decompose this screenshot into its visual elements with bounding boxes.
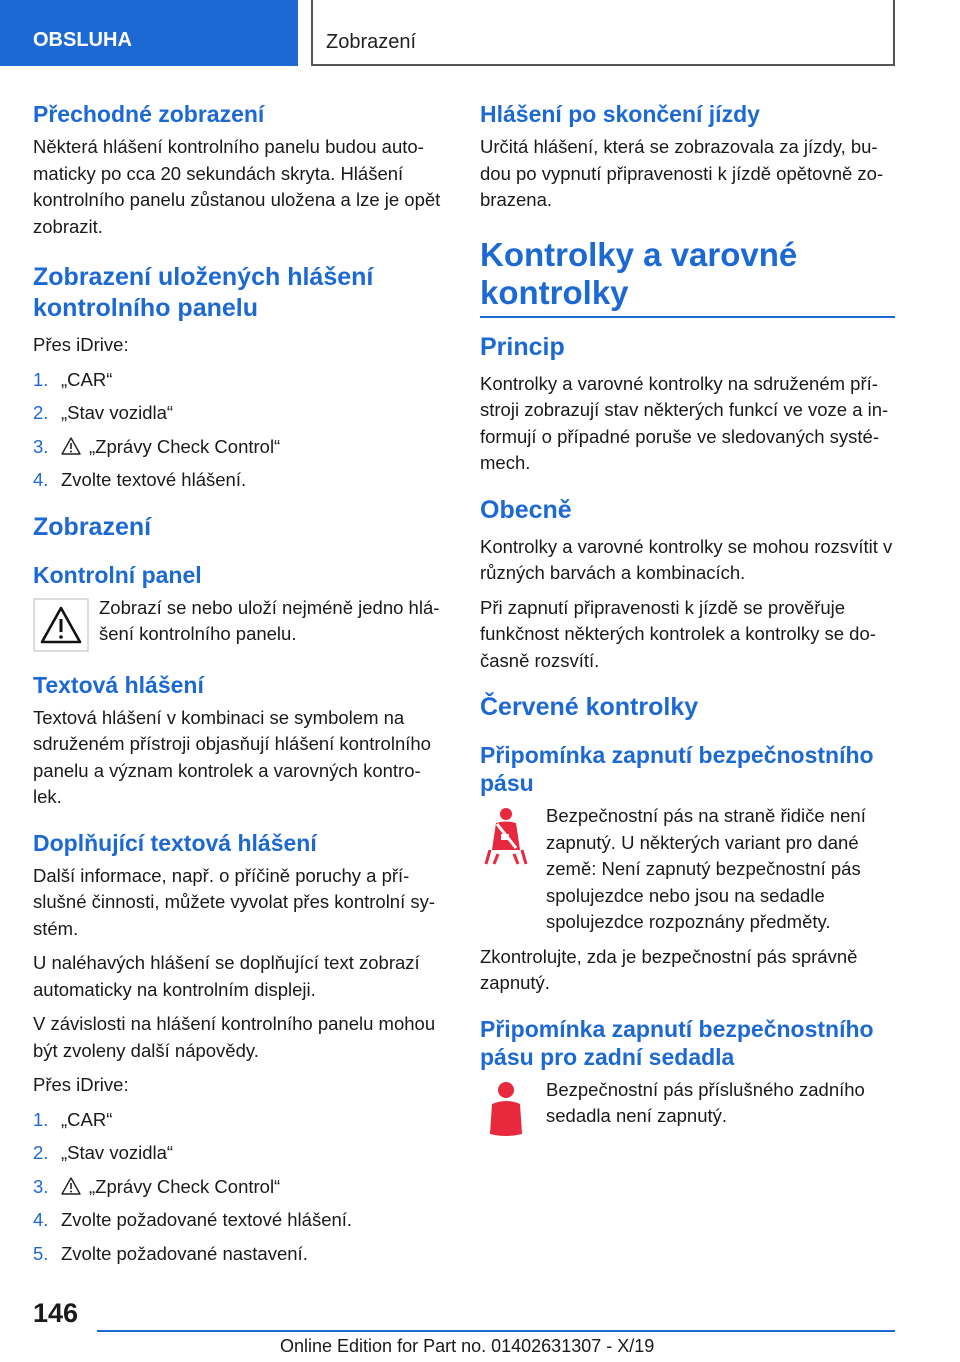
heading-seatbelt-reminder: Připomínka zapnutí bezpečnostního pásu xyxy=(480,742,874,796)
list-item: 5. Zvolte požadované nastavení. xyxy=(33,1242,308,1264)
paragraph-extra-3: V závislosti na hlášení kontrolního panelu mohou být zvoleny další nápovědy. xyxy=(33,1013,436,1061)
warning-triangle-framed-icon xyxy=(33,598,89,652)
paragraph-control-panel: Zobrazí se nebo uloží nejméně jedno hlá-šení kontrolního panelu. xyxy=(99,596,440,644)
rear-seat-occupant-icon xyxy=(480,1080,532,1140)
list-item: 4. Zvolte požadované textové hlášení. xyxy=(33,1209,353,1230)
footer-divider xyxy=(97,1330,895,1332)
heading-transient-display: Přechodné zobrazení xyxy=(33,101,265,127)
list-item: 2. „Stav vozidla“ xyxy=(33,1142,174,1163)
list-item: 1. „CAR“ xyxy=(33,368,113,390)
paragraph-transient-display: Některá hlášení kontrolního panelu budou auto-maticky po cca 20 sekundách skryta. Hlášení kontrolního panelu zůstanou uložena a lze je opět zobrazit. xyxy=(33,136,441,237)
paragraph-general-2: Při zapnutí připravenosti k jízdě se prověřuje funkčnost některých kontrolek a kontrolky se do-časně rozsvítí. xyxy=(480,596,876,671)
paragraph-extra-1: Další informace, např. o příčině poruchy a pří-slušné činnosti, můžete vyvolat přes kontrolní sy-stém. xyxy=(33,864,436,939)
heading-red-lights: Červené kontrolky xyxy=(480,693,699,721)
heading-principle: Princip xyxy=(480,332,565,361)
paragraph-extra-2: U naléhavých hlášení se doplňující text zobrazí automaticky na kontrolním displeji. xyxy=(33,952,420,1000)
right-column xyxy=(480,100,895,1143)
paragraph-seatbelt-1: Bezpečnostní pás na straně řidiče není zapnutý. U některých variant pro dané země: Není zapnutý bezpečnostní pás spolujezdce nebo jsou na sedadle spolujezdce rozpoznány předměty. xyxy=(546,805,866,932)
idrive-steps-list xyxy=(33,367,448,494)
paragraph-principle: Kontrolky a varovné kontrolky na sdruženém pří-stroji zobrazují stav některých funkcí ve voze a in-formují o případné poruše ve sledovaných systé-mech. xyxy=(480,372,889,473)
heading-after-drive: Hlášení po skončení jízdy xyxy=(480,101,760,127)
footer-edition: Online Edition for Part no. 01402631307 - X/19 xyxy=(280,1336,655,1356)
list-item: 3. „Zprávy Check Control“ xyxy=(33,435,281,457)
heading-extra-text-messages: Doplňující textová hlášení xyxy=(33,829,317,856)
left-column xyxy=(33,100,448,1275)
heading-general: Obecně xyxy=(480,495,572,524)
paragraph-general-1: Kontrolky a varovné kontrolky se mohou rozsvítit v různých barvách a kombinacích. xyxy=(480,535,893,583)
idrive-steps-list-2 xyxy=(33,1107,448,1268)
paragraph-rear-seatbelt: Bezpečnostní pás příslušného zadního sedadla není zapnutý. xyxy=(546,1078,865,1126)
heading-text-messages: Textová hlášení xyxy=(33,671,204,698)
warning-triangle-icon xyxy=(61,1177,81,1195)
seatbelt-block xyxy=(480,803,895,936)
chapter-title: Zobrazení xyxy=(311,0,895,66)
page-number: 146 xyxy=(33,1298,79,1328)
heading-indicator-lights: Kontrolky a varovné kontrolky xyxy=(480,236,895,318)
paragraph-seatbelt-2: Zkontrolujte, zda je bezpečnostní pás správně zapnutý. xyxy=(480,945,858,993)
section-tab: OBSLUHA xyxy=(0,0,298,66)
list-item: 3. „Zprávy Check Control“ xyxy=(33,1175,281,1197)
list-item: 1. „CAR“ xyxy=(33,1108,113,1130)
heading-saved-messages: Zobrazení uložených hlášení kontrolního panelu xyxy=(33,263,374,322)
list-item: 4. Zvolte textové hlášení. xyxy=(33,469,247,490)
heading-control-panel: Kontrolní panel xyxy=(33,561,202,588)
control-panel-block xyxy=(33,595,448,653)
paragraph-text-messages: Textová hlášení v kombinaci se symbolem na sdruženém přístroji objasňují hlášení kontrolního panelu a význam kontrolek a varovných kontro-lek. xyxy=(33,706,431,807)
heading-rear-seatbelt-reminder: Připomínka zapnutí bezpečnostního pásu pro zadní sedadla xyxy=(480,1015,874,1070)
paragraph-via-idrive-2: Přes iDrive: xyxy=(33,1074,129,1095)
heading-display: Zobrazení xyxy=(33,512,152,541)
seatbelt-icon xyxy=(480,806,532,866)
paragraph-via-idrive: Přes iDrive: xyxy=(33,334,129,355)
paragraph-after-drive: Určitá hlášení, která se zobrazovala za jízdy, bu-dou po vypnutí připravenosti k jízdě opětovně zo-brazena. xyxy=(480,136,884,210)
warning-triangle-icon xyxy=(61,437,81,455)
list-item: 2. „Stav vozidla“ xyxy=(33,402,174,423)
page-header xyxy=(0,0,960,66)
rear-seatbelt-block xyxy=(480,1077,895,1135)
